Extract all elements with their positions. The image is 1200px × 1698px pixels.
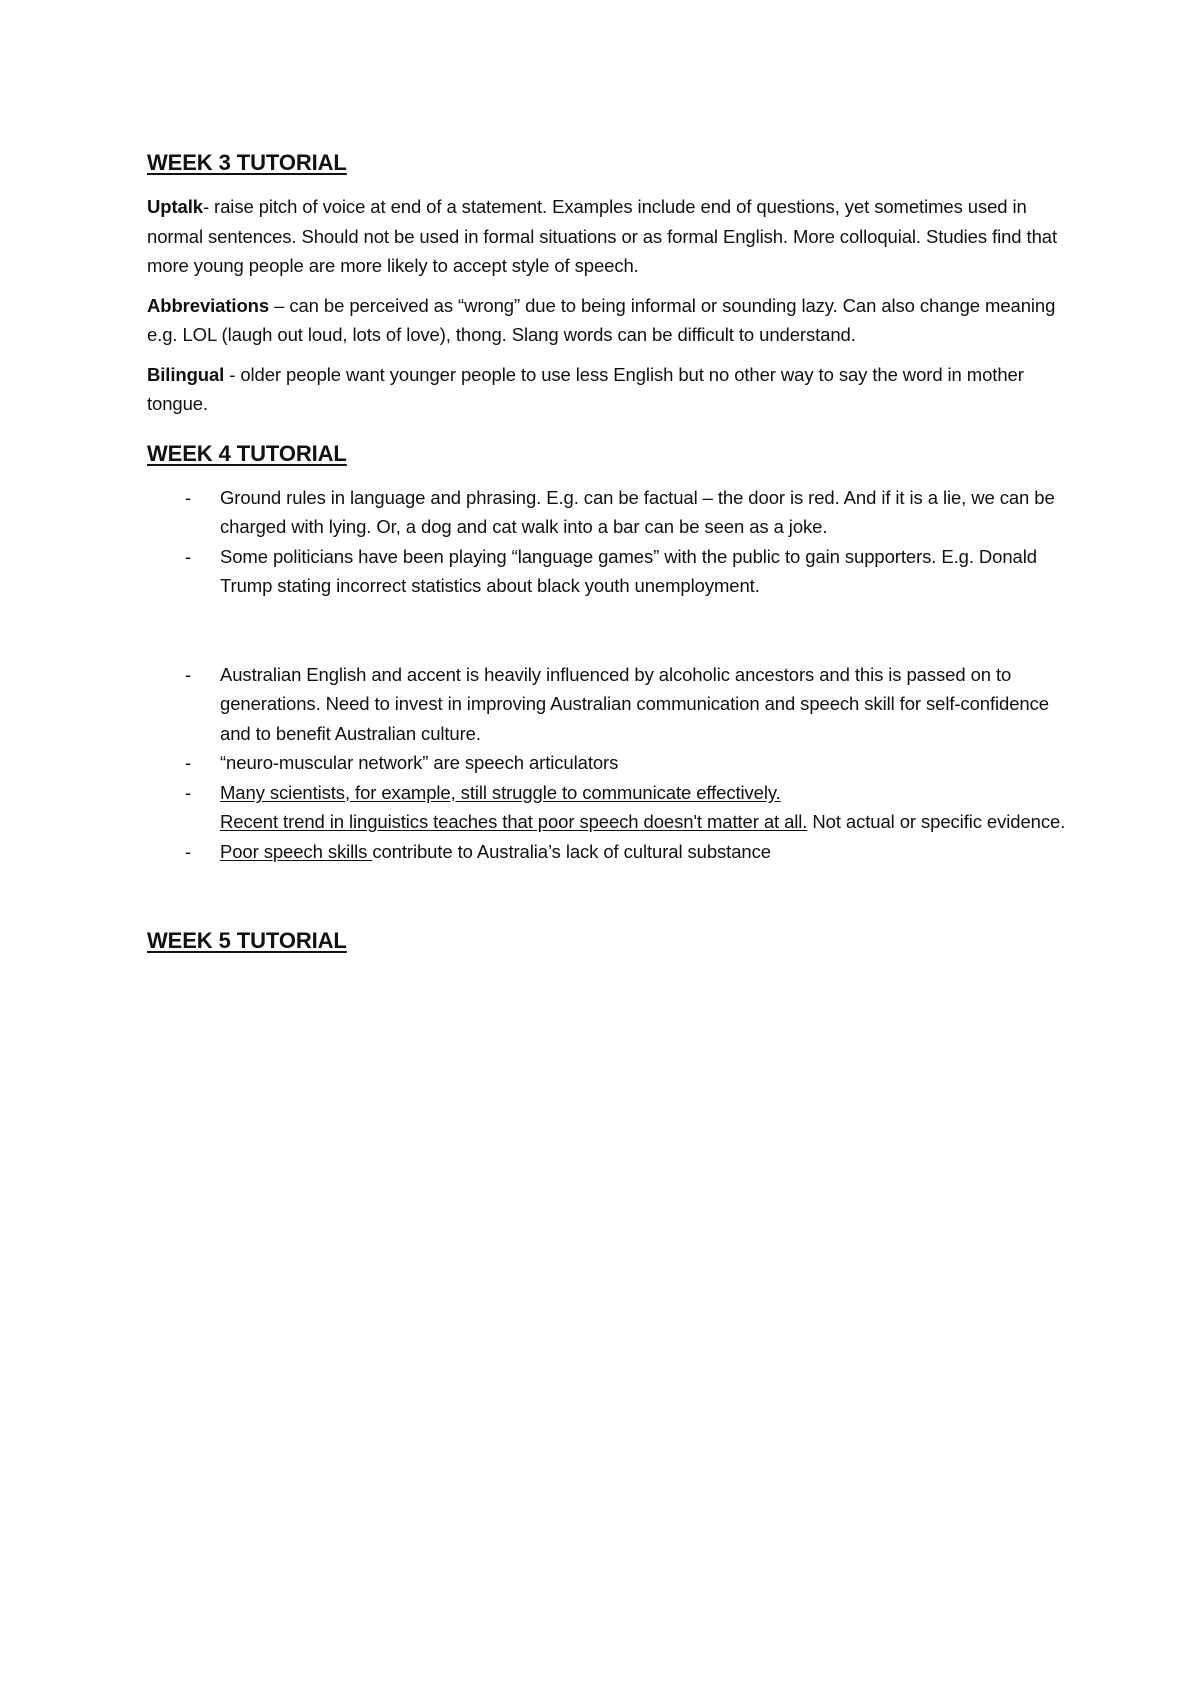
bullet-dash: -	[185, 663, 192, 685]
uptalk-term: Uptalk	[147, 196, 203, 217]
list-item	[147, 660, 1072, 749]
list-item-text: Not actual or specific evidence.	[807, 811, 1066, 832]
list-item	[147, 837, 1072, 867]
week3-heading: WEEK 3 TUTORIAL	[147, 150, 347, 175]
underlined-text: Many scientists, for example, still struggle to communicate effectively.	[220, 781, 781, 803]
list-item	[147, 748, 1072, 778]
bullet-dash: -	[185, 545, 192, 567]
underlined-text: Recent trend in linguistics teaches that poor speech doesn't matter at all.	[220, 811, 808, 832]
uptalk-text: - raise pitch of voice at end of a statement. Examples include end of questions, yet sometimes used in normal sentences. Should not be used in formal situations or as formal English. More colloquial. Studies find that more young people are more likely to accept style of speech.	[147, 196, 1057, 276]
list-item	[147, 542, 1072, 601]
abbreviations-paragraph	[147, 291, 1072, 350]
list-item-text: Some politicians have been playing “language games” with the public to gain supporters. E.g. Donald Trump stating incorrect statistics about black youth unemployment.	[220, 545, 1037, 596]
uptalk-paragraph	[147, 192, 1072, 281]
abbreviations-text: – can be perceived as “wrong” due to being informal or sounding lazy. Can also change meaning e.g. LOL (laugh out loud, lots of love), thong. Slang words can be difficult to understand.	[147, 294, 1056, 345]
list-item-text: Australian English and accent is heavily influenced by alcoholic ancestors and this is passed on to generations. Need to invest in improving Australian communication and speech skill for self-confidence and to benefit Australian culture.	[220, 663, 1049, 744]
document-content	[147, 148, 1072, 970]
week4-list-2	[147, 660, 1072, 867]
list-item-text: Ground rules in language and phrasing. E.g. can be factual – the door is red. And if it is a lie, we can be charged with lying. Or, a dog and cat walk into a bar can be seen as a joke.	[220, 486, 1055, 537]
list-item	[147, 483, 1072, 542]
bilingual-text: - older people want younger people to use less English but no other way to say the word in mother tongue.	[147, 363, 1024, 414]
bilingual-term: Bilingual	[147, 363, 225, 385]
bilingual-paragraph	[147, 360, 1072, 419]
bullet-dash: -	[185, 486, 192, 508]
bullet-dash: -	[185, 840, 192, 862]
week4-heading: WEEK 4 TUTORIAL	[147, 440, 347, 466]
list-item	[147, 778, 1072, 837]
week5-heading: WEEK 5 TUTORIAL	[147, 928, 347, 953]
bullet-dash: -	[185, 752, 192, 773]
list-item-text: “neuro-muscular network” are speech articulators	[220, 752, 619, 773]
list-item-text: contribute to Australia’s lack of cultural substance	[372, 840, 771, 862]
week4-list-1	[147, 483, 1072, 601]
abbreviations-term: Abbreviations	[147, 294, 270, 316]
underlined-text: Poor speech skills	[220, 840, 373, 862]
bullet-dash: -	[185, 781, 192, 803]
